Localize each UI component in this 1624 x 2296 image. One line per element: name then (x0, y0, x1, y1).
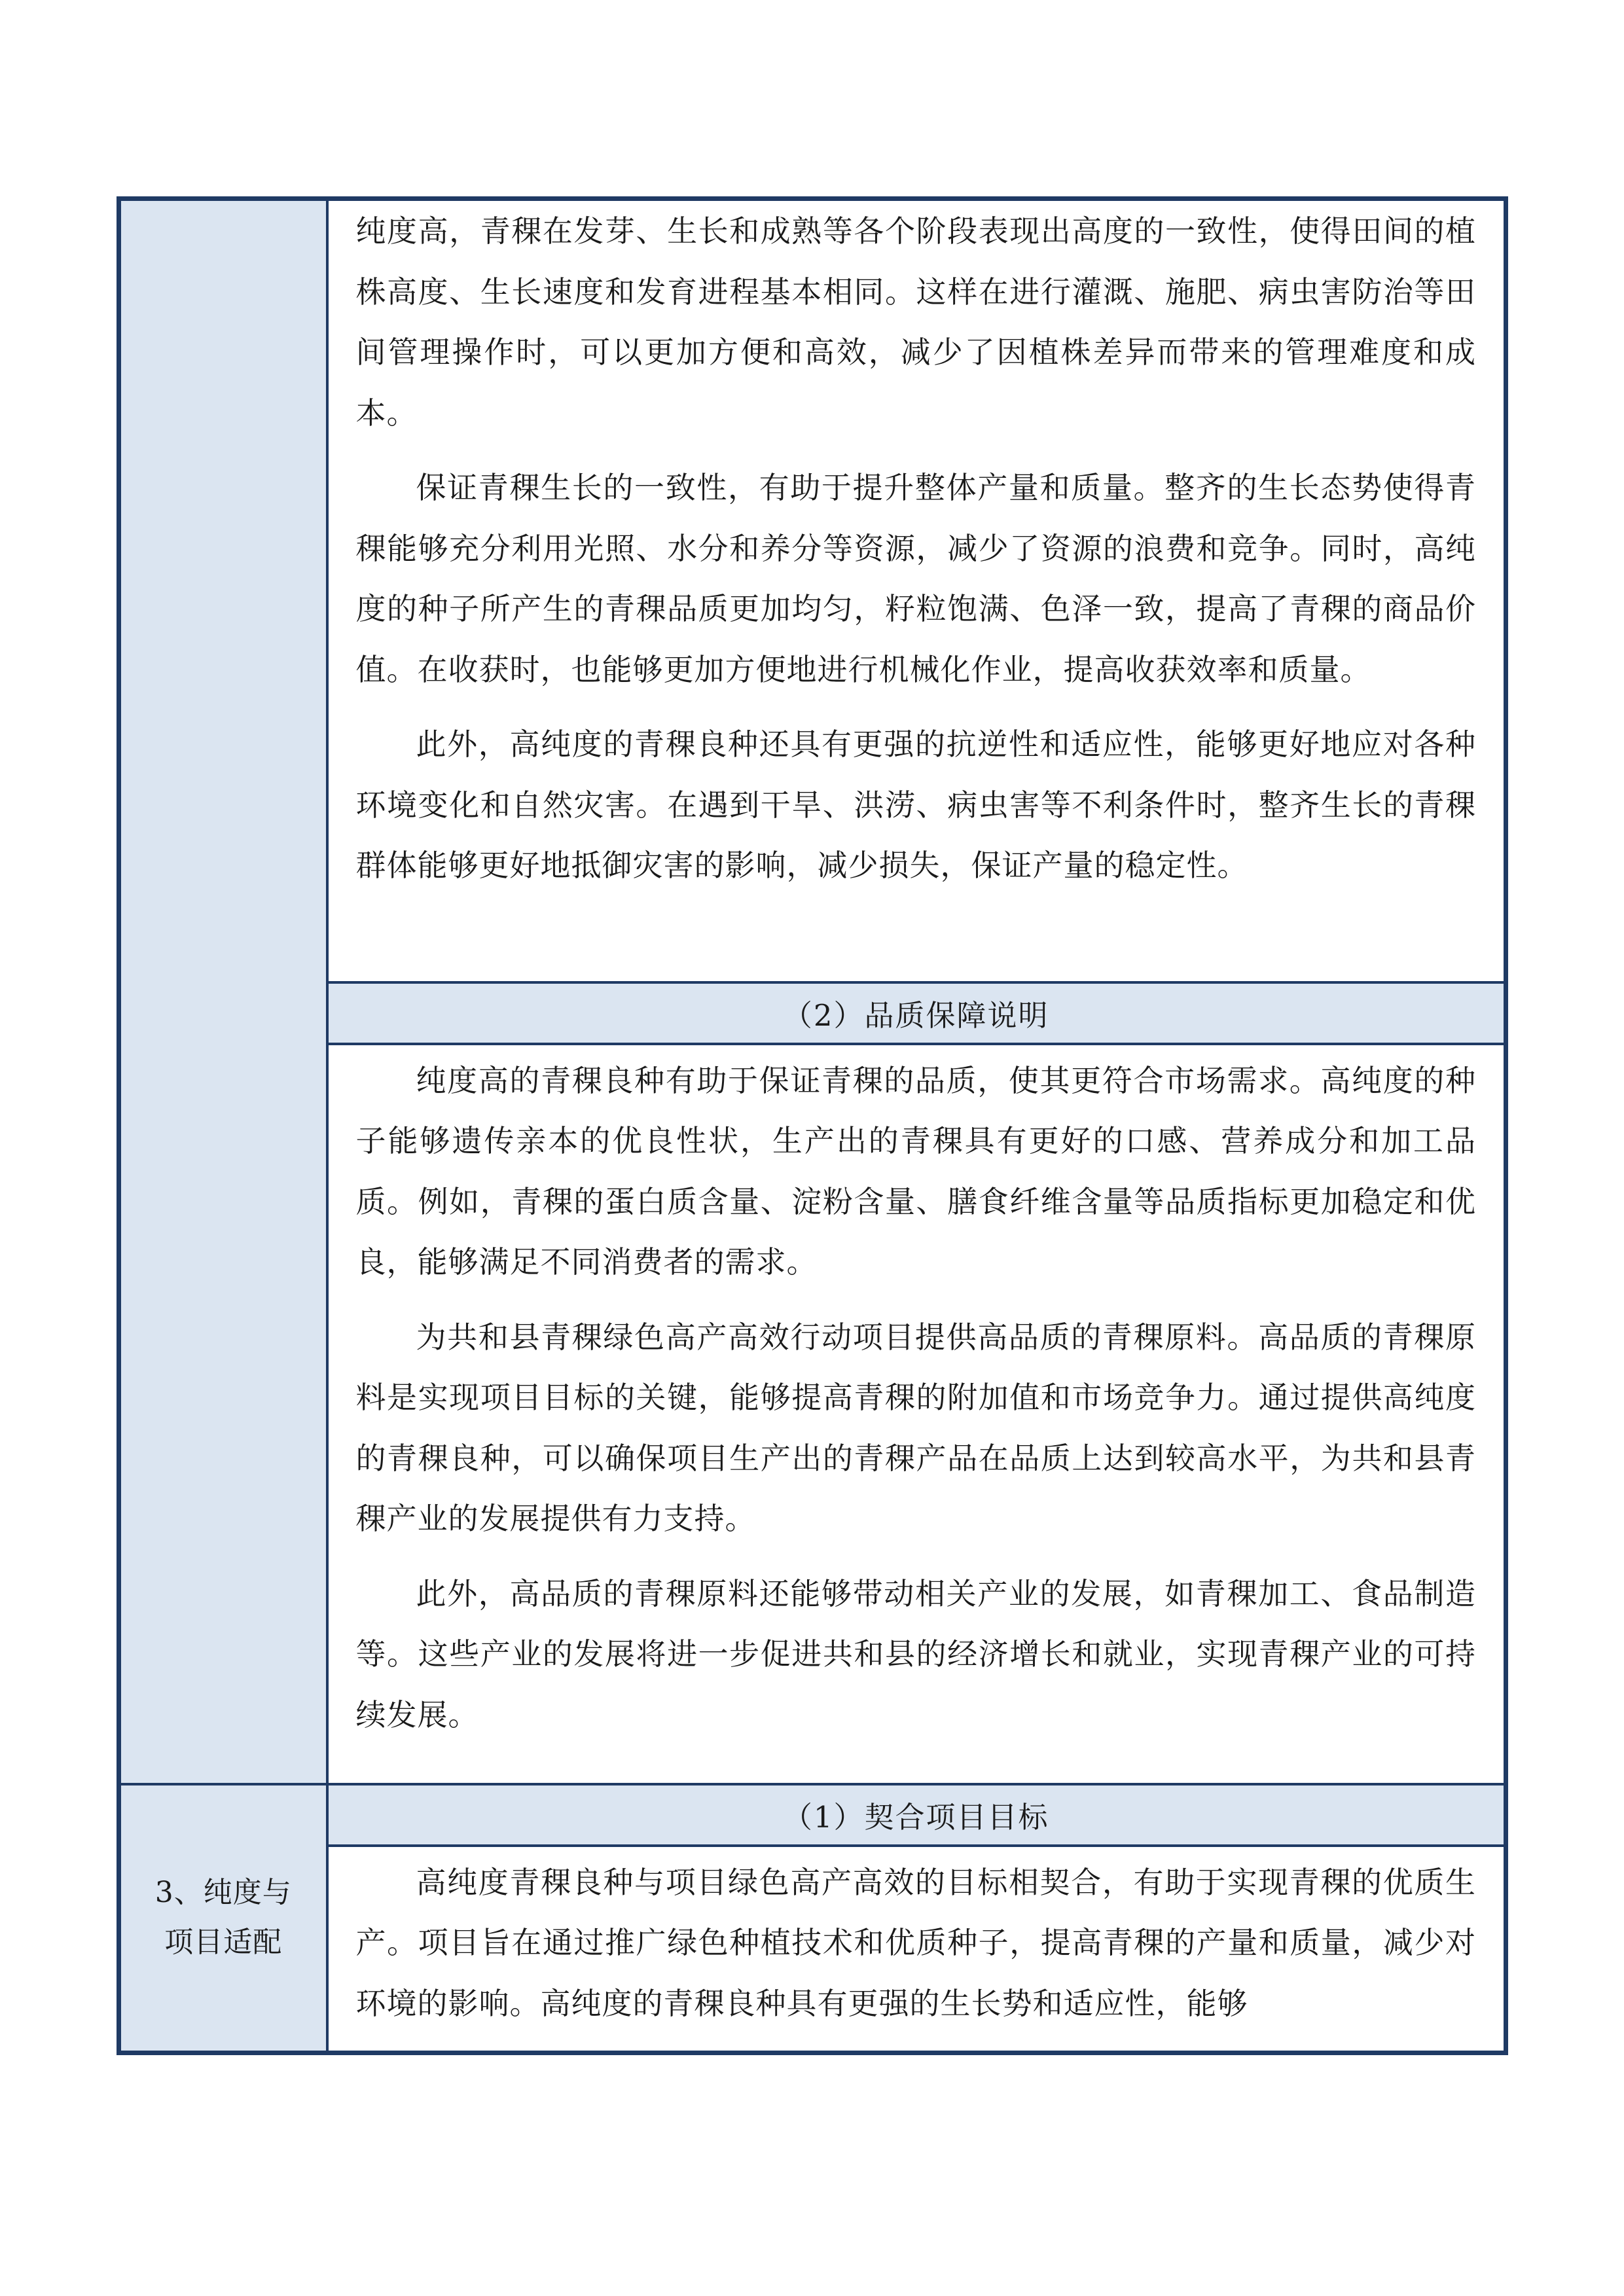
growth-consistency-cell (327, 199, 1506, 982)
paragraph: 高纯度青稞良种与项目绿色高产高效的目标相契合，有助于实现青稞的优质生产。项目旨在通过推广绿色种植技术和优质种子，提高青稞的产量和质量，减少对环境的影响。高纯度的青稞良种具有更强的生长势和适应性，能够 (355, 1864, 1476, 2021)
quality-assurance-cell (327, 1044, 1506, 1784)
paragraph: 为共和县青稞绿色高产高效行动项目提供高品质的青稞原料。高品质的青稞原料是实现项目目标的关键，能够提高青稞的附加值和市场竞争力。通过提供高纯度的青稞良种，可以确保项目生产出的青稞产品在品质上达到较高水平，为共和县青稞产业的发展提供有力支持。 (355, 1319, 1476, 1536)
project-goals-cell (327, 1846, 1506, 2053)
content-table (117, 196, 1508, 2055)
paragraph: 此外，高品质的青稞原料还能够带动相关产业的发展，如青稞加工、食品制造等。这些产业的发展将进一步促进共和县的经济增长和就业，实现青稞产业的可持续发展。 (355, 1575, 1476, 1732)
row2-label-cell (119, 1784, 327, 2053)
paragraph: 保证青稞生长的一致性，有助于提升整体产量和质量。整齐的生长态势使得青稞能够充分利用光照、水分和养分等资源，减少了资源的浪费和竞争。同时，高纯度的种子所产生的青稞品质更加均匀，籽粒饱满、色泽一致，提高了青稞的商品价值。在收获时，也能够更加方便地进行机械化作业，提高收获效率和质量。 (355, 470, 1476, 687)
paragraph: 此外，高纯度的青稞良种还具有更强的抗逆性和适应性，能够更好地应对各种环境变化和自然灾害。在遇到干旱、洪涝、病虫害等不利条件时，整齐生长的青稞群体能够更好地抵御灾害的影响，减少损失，保证产量的稳定性。 (355, 726, 1476, 883)
subheading-quality-assurance: （2）品质保障说明 (327, 982, 1506, 1044)
row1-label-cell (119, 199, 327, 1784)
subheading-project-goals: （1）契合项目目标 (327, 1784, 1506, 1846)
paragraph: 纯度高，青稞在发芽、生长和成熟等各个阶段表现出高度的一致性，使得田间的植株高度、生长速度和发育进程基本相同。这样在进行灌溉、施肥、病虫害防治等田间管理操作时，可以更加方便和高效，减少了因植株差异而带来的管理难度和成本。 (355, 213, 1476, 431)
purity-project-fit-label: 3、纯度与 项目适配 (154, 1876, 292, 1960)
paragraph: 纯度高的青稞良种有助于保证青稞的品质，使其更符合市场需求。高纯度的种子能够遗传亲本的优良性状，生产出的青稞具有更好的口感、营养成分和加工品质。例如，青稞的蛋白质含量、淀粉含量、膳食纤维含量等品质指标更加稳定和优良，能够满足不同消费者的需求。 (355, 1062, 1476, 1280)
